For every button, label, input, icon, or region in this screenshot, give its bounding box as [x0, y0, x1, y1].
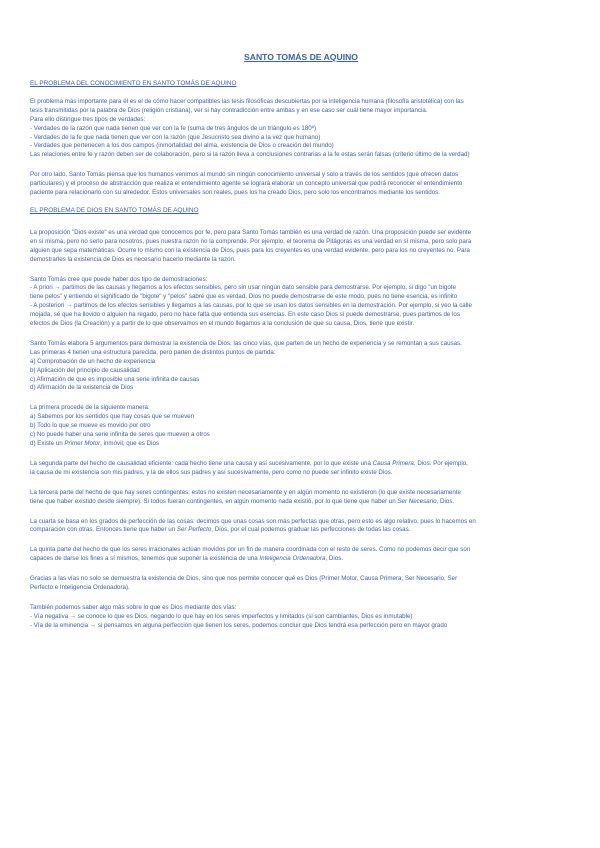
- emphasis-text: Causa Primera: [372, 459, 414, 467]
- text-line: Perfecto e Inteligencia Ordenadora).: [30, 584, 130, 592]
- paragraph-faith-reason: [30, 98, 572, 160]
- emphasis-text: Ser Necesario: [397, 497, 437, 505]
- paragraph-fourth-way: [30, 518, 572, 536]
- text-line: [30, 498, 454, 505]
- text-line: Santo Tomás cree que puede haber dos tipo de demostraciones:: [30, 275, 208, 283]
- text-line: Santo Tomás elabora 5 argumentos para demostrar la existencia de Dios, las cinco vías, que parten de un hecho de experiencia y se remontan a sus causas.: [30, 339, 462, 347]
- text-line: paciente para relacionarlo con su alrededor. Estos universales son reales, pues los ha creado Dios, pero solo los encontramos mediante los sentidos.: [30, 189, 440, 197]
- text-line: Las primeras 4 tienen una estructura parecida, pero parten de distintos puntos de partida:: [30, 348, 276, 356]
- text-line: Para ello distingue tres tipos de verdades:: [30, 115, 146, 123]
- emphasis-text: Inteligencia Ordenadora: [259, 555, 326, 563]
- text-line: [30, 555, 343, 562]
- paragraph-third-way: [30, 489, 572, 507]
- list-item: - Vía negativa → se conoce lo que es Dios, negando lo que hay en los seres imperfectos y limitados (si son cambiantes, Dios es inmutable): [30, 612, 413, 620]
- text-line: en sí misma, pero no serlo para nosotros, pues nuestra razón no la comprende. Por ejemplo, el teorema de Pitágoras es una verdad en sí misma, pero solo para: [30, 237, 472, 245]
- list-item: - Vía de la eminencia → si pensamos en alguna perfección que tienen los seres, podemos concluir que Dios tendrá esa perfección pero en mayor grado: [30, 621, 448, 629]
- section-heading-god: EL PROBLEMA DE DIOS EN SANTO TOMÁS DE AQUINO: [30, 206, 199, 214]
- text-run: tiene que haber existido desde siempre). Si todos fueran contingentes, en algún momento nada existió, por lo que tiene que haber un: [30, 497, 398, 505]
- text-line: Por otro lado, Santo Tomás piensa que los humanos venimos al mundo sin ningún conocimiento universal y solo a través de los sentidos (que ofrecen datos: [30, 171, 459, 179]
- paragraph-five-ways: [30, 340, 572, 393]
- text-line: mojada, sé que ha llovido o alguien ha regado, pero no hace falta que entienda sus esencias. En este caso Dios sí puede demostrarse, pues partimos de los: [30, 311, 460, 319]
- paragraph-fifth-way: [30, 546, 572, 564]
- text-run: comparación con otras. Entonces tiene que haber un: [30, 526, 177, 534]
- paragraph-two-ways: [30, 604, 572, 631]
- text-line: [30, 460, 468, 467]
- section-heading-knowledge: EL PROBLEMA DEL CONOCIMIENTO EN SANTO TOMÁS DE AQUINO: [30, 80, 237, 87]
- emphasis-text: Ser Perfecto: [176, 526, 212, 534]
- list-item: d) Afirmación de la existencia de Dios: [30, 384, 134, 392]
- text-line: La primera procede de la siguiente manera:: [30, 404, 150, 412]
- text-line: La tercera parte del hecho de que hay seres contingentes: estos no existen necesariamente y en algún momento no existieron (lo que existe necesariamente: [30, 488, 461, 496]
- paragraph-demonstrations: [30, 276, 572, 329]
- list-item: [30, 440, 159, 447]
- list-item: a) Sabemos por los sentidos que hay cosas que se mueven: [30, 413, 195, 421]
- text-run: , Dios. Por ejemplo,: [413, 459, 468, 467]
- text-line: la causa de mi existencia son mis padres, y la de ellos sus padres y así sucesivamente, pero como no puede ser infinito existe Dios.: [30, 468, 393, 476]
- list-item: a) Comprobación de un hecho de experiencia: [30, 357, 156, 365]
- list-item: b) Todo lo que se mueve es movido por otro: [30, 422, 151, 430]
- text-line: Gracias a las vías no solo se demuestra la existencia de Dios, sino que nos permite conocer qué es Dios (Primer Motor, Causa Primera, Ser Necesario, Ser: [30, 575, 458, 583]
- text-run: capaces de darse los fines a sí mismos, tenemos que suponer la existencia de una: [30, 555, 260, 563]
- text-line: alguien que sepa matemáticas. Ocurre lo mismo con la existencia de Dios, pues para los creyentes es una verdad evidente, pero para los no creyentes no. Para: [30, 246, 470, 254]
- text-line: efectos de Dios (la Creación) y a partir de lo que observamos en el mundo llegamos a la conclusión de que su causa, Dios, tiene que existir.: [30, 320, 415, 328]
- document-title: SANTO TOMÁS DE AQUINO: [244, 52, 358, 62]
- text-run: , Dios, por el cual podemos graduar las perfecciones de todas las cosas.: [211, 526, 411, 534]
- list-item: c) Afirmación de que es imposible una serie infinita de causas: [30, 375, 200, 383]
- document-page: [30, 52, 572, 631]
- list-item: b) Aplicación del principio de causalidad: [30, 366, 140, 374]
- text-run: , inmóvil, que es Dios: [100, 440, 159, 447]
- text-line: La proposición "Dios existe" es una verdad que conocemos por fe, pero para Santo Tomás también es una verdad de razón. Una proposición puede ser evidente: [30, 228, 472, 236]
- text-run: La segunda parte del hecho de causalidad eficiente: cada hecho tiene una causa y así sucesivamente, por lo que existe una: [30, 459, 373, 467]
- text-line: tiene pelos" y entiendo el significado de "bigote" y "pelos" sabré que es verdad. Dios no puede demostrarse de este modo, pues no tiene esencia, es infinito: [30, 293, 458, 301]
- text-line: Las relaciones entre fe y razón deben ser de colaboración, pero si la razón lleva a conclusiones contrarias a la fe estas serán falsas (criterio último de la verdad): [30, 151, 470, 159]
- text-line: - Verdades de la razón que nada tienen que ver con la fe (suma de tres ángulos de un triángulo es 180º): [30, 124, 317, 132]
- text-line: particulares) y el proceso de abstracción que realiza el entendimiento agente se logrará elaborar un concepto universal que podrá reconocer el entendimiento: [30, 180, 463, 188]
- text-line: demostrarles la existencia de Dios es necesario hacerlo mediante la razón.: [30, 255, 236, 263]
- paragraph-universals: [30, 171, 572, 198]
- text-line: La quinta parte del hecho de que los seres irracionales actúan movidos por un fin de manera coordinada con el resto de seres. Como no podemos decir que son: [30, 546, 471, 554]
- emphasis-text: Primer Motor: [64, 440, 101, 447]
- paragraph-god-exists: [30, 229, 572, 265]
- text-line: - Verdades que pertenecen a los dos campos (inmortalidad del alma, existencia de Dios o creación del mundo): [30, 142, 334, 150]
- text-line: [30, 526, 410, 533]
- text-line: - A posteriori → partimos de los efectos sensibles y llegamos a las causas, por lo que se usan los datos sensibles en la demostración. Por ejemplo, si veo la calle: [30, 302, 472, 310]
- list-item: c) No puede haber una serie infinita de seres que mueven a otros: [30, 431, 210, 439]
- text-line: El problema más importante para él es el de cómo hacer compatibles las tesis filosóficas descubiertas por la inteligencia humana (filosofía aristotélica) con las: [30, 97, 464, 105]
- text-line: tesis transmitidas por la palabra de Dios (religión cristiana), ver si hay contradicción entre ambas y en ese caso ser cuál tiene mayor importancia.: [30, 106, 428, 114]
- text-run: , Dios.: [436, 497, 455, 505]
- text-run: d) Existe un: [30, 440, 65, 447]
- text-line: La cuarta se basa en los grados de perfección de las cosas: decimos que unas cosas son más perfectas que otras, pero esto es algo relativo, pues lo hacemos en: [30, 517, 476, 525]
- text-line: También podemos saber algo más sobre lo que es Dios mediante dos vías:: [30, 603, 237, 611]
- text-run: , Dios.: [325, 555, 344, 563]
- text-line: - A priori → partimos de las causas y llegamos a los efectos sensibles, pero sin usar ningún dato sensible para demostrarse. Por ejemplo, si digo "un bigote: [30, 284, 456, 292]
- paragraph-what-god-is: [30, 575, 572, 593]
- paragraph-second-way: [30, 460, 572, 478]
- text-line: - Verdades de la fe que nada tienen que ver con la razón (que Jesucristo sea divino a la vez que humano): [30, 133, 321, 141]
- paragraph-first-way: [30, 404, 572, 449]
